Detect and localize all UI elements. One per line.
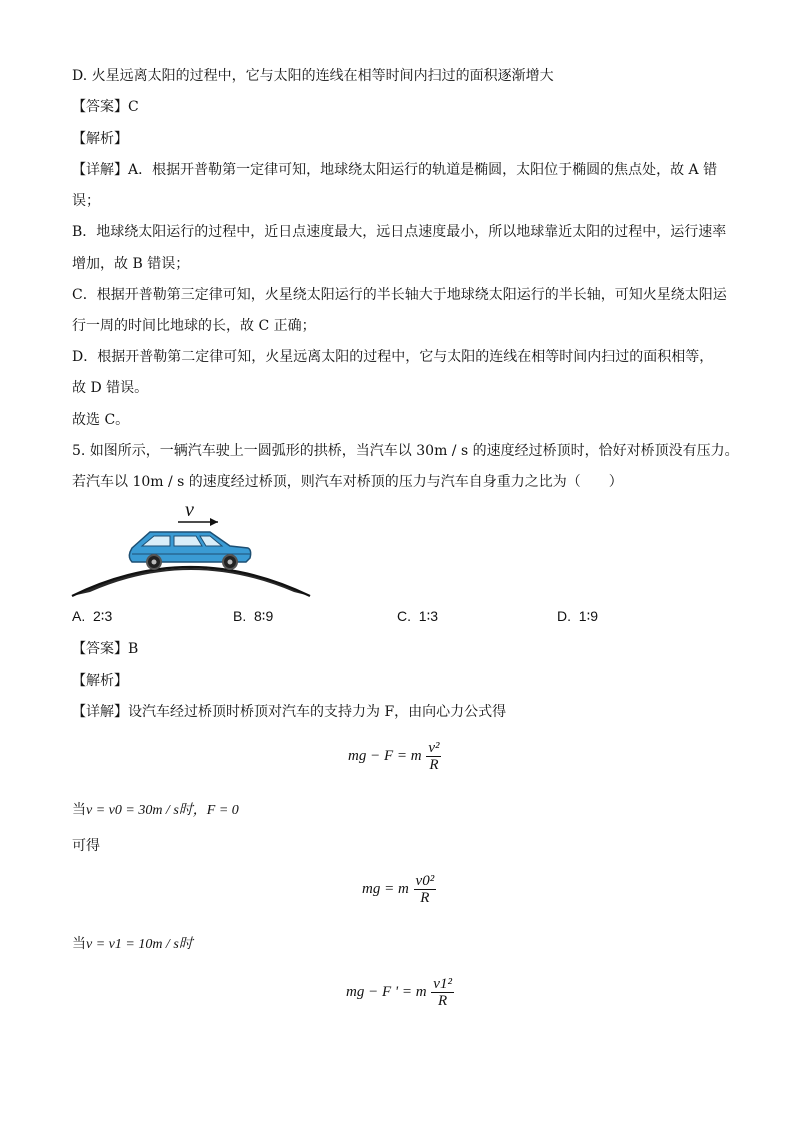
analysis2-label: 【解析】 [72,673,128,689]
detail2: 【详解】设汽车经过桥顶时桥顶对汽车的支持力为 F，由向心力公式得 [72,704,507,720]
equation-1: mg − F = m $\frac{\text{v²}}{R}$ [348,740,440,773]
question5-line1: 5. 如图所示，一辆汽车驶上一圆弧形的拱桥，当汽车以 30m / s 的速度经过桥顶时，恰好对桥顶没有压力。 [72,443,739,459]
option-d: D. 1∶9 [557,608,598,624]
can-get: 可得 [72,838,100,854]
analysis-label: 【解析】 [72,131,128,147]
velocity-label: v [185,499,194,521]
detail-b: B．地球绕太阳运行的过程中，近日点速度最大，远日点速度最小，所以地球靠近太阳的过程中，运行速率 [72,224,727,240]
option-a: A. 2∶3 [72,608,113,624]
question5-line2: 若汽车以 10m / s 的速度经过桥顶，则汽车对桥顶的压力与汽车自身重力之比为（ ） [72,474,623,490]
bridge-arch [72,567,310,596]
option-b: B. 8∶9 [233,608,274,624]
answer2-label: 【答案】B [72,641,139,657]
detail-c: C．根据开普勒第三定律可知，火星绕太阳运行的半长轴大于地球绕太阳运行的半长轴，可知火星绕太阳运 [72,287,727,303]
detail-d-cont: 故 D 错误。 [72,380,149,396]
choose-c: 故选 C。 [72,412,130,428]
detail-b-cont: 增加，故 B 错误； [72,256,190,272]
equation-3: mg − F ' = m $\frac{\text{v1²}}{R}$ [346,976,452,1009]
detail-d: D．根据开普勒第二定律可知，火星远离太阳的过程中，它与太阳的连线在相等时间内扫过的面积相等， [72,349,714,365]
when-v0: 当v = v0 = 30m / s时，F = 0 [72,802,239,818]
when-v1: 当v = v1 = 10m / s时 [72,936,193,952]
car-bridge-figure [70,496,320,600]
equation-2: mg = m $\frac{\text{v0²}}{R}$ [362,873,435,906]
detail-c-cont: 行一周的时间比地球的长，故 C 正确； [72,318,316,334]
answer-label: 【答案】C [72,99,139,115]
option-d-text: D. 火星远离太阳的过程中，它与太阳的连线在相等时间内扫过的面积逐渐增大 [72,68,554,84]
car-icon [129,532,250,569]
detail-a: 【详解】A．根据开普勒第一定律可知，地球绕太阳运行的轨道是椭圆，太阳位于椭圆的焦点处，故 A 错 [72,162,718,178]
option-c: C. 1∶3 [397,608,438,624]
detail-a-cont: 误； [72,193,100,209]
